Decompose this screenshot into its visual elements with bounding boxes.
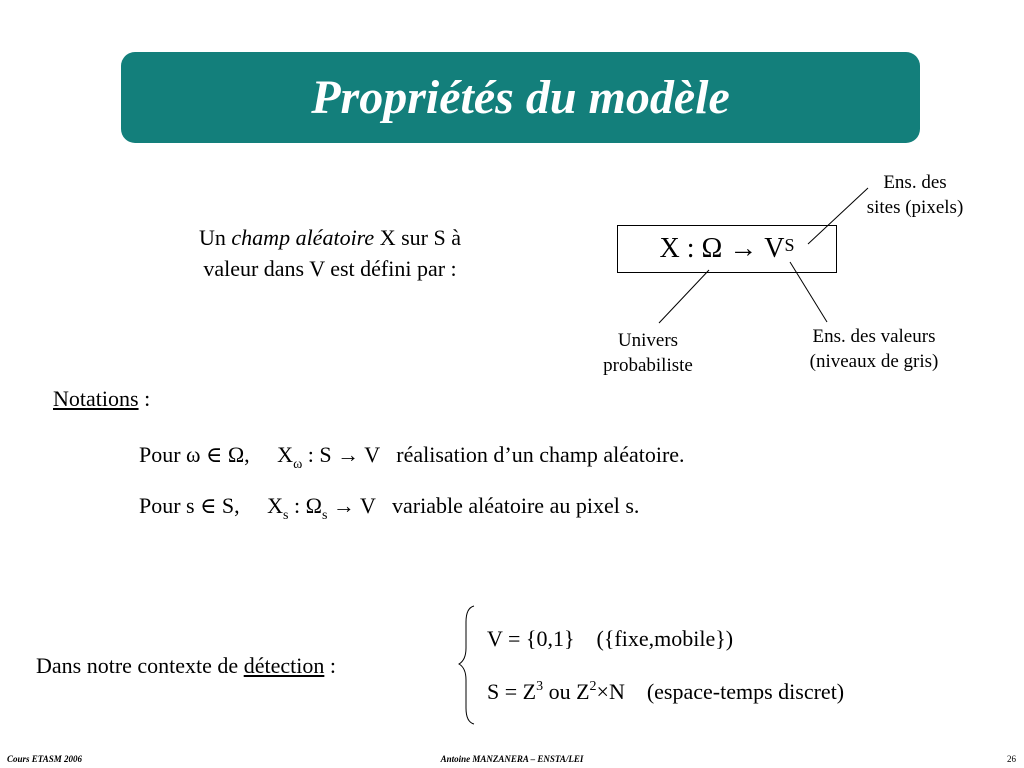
footer-left: Cours ETASM 2006 xyxy=(7,754,83,764)
s-def-c: ×N (espace-temps discret) xyxy=(596,679,845,704)
context-underlined: détection xyxy=(243,653,325,678)
s-def-sup1: 3 xyxy=(536,679,544,694)
formula-main: X : Ω → V xyxy=(659,233,785,264)
notations-colon: : xyxy=(138,386,151,411)
intro-line-2: valeur dans V est défini par : xyxy=(203,256,457,281)
footer-center: Antoine MANZANERA – ENSTA/LEI xyxy=(440,754,584,764)
annotation-valeurs-line1: Ens. des valeurs xyxy=(812,326,936,347)
connector-valeurs xyxy=(790,262,827,322)
annotation-univers-line1: Univers xyxy=(617,330,679,351)
connector-univers xyxy=(659,270,709,323)
notation-line-2 xyxy=(139,493,639,524)
slide-title: Propriétés du modèle xyxy=(311,71,730,124)
annotation-valeurs-line2: (niveaux de gris) xyxy=(809,351,939,372)
s-def-a: S = Z xyxy=(487,679,537,704)
notation-line-1 xyxy=(139,442,685,473)
annotation-sites xyxy=(840,170,990,220)
notation2-mid: : Ω xyxy=(288,493,322,518)
notation1-sub: ω xyxy=(293,457,303,472)
intro-prefix: Un xyxy=(199,225,232,250)
annotation-sites-line2: sites (pixels) xyxy=(866,197,964,218)
context-text xyxy=(36,653,336,679)
notation1-pour: Pour ω ∈ Ω, X xyxy=(139,442,294,467)
formula-superscript: S xyxy=(784,234,795,255)
annotation-valeurs xyxy=(784,324,964,374)
s-def-b: ou Z xyxy=(543,679,590,704)
s-definition xyxy=(487,679,844,705)
notation2-rest: → V variable aléatoire au pixel s. xyxy=(327,493,640,518)
annotation-univers-line2: probabiliste xyxy=(603,355,693,376)
notation1-rest: : S → V réalisation d’un champ aléatoire. xyxy=(302,442,685,467)
notations-label: Notations xyxy=(53,386,139,411)
context-prefix: Dans notre contexte de xyxy=(36,653,244,678)
context-suffix: : xyxy=(324,653,336,678)
s-def-sup2: 2 xyxy=(589,679,597,694)
annotation-sites-line1: Ens. des xyxy=(883,172,947,193)
intro-suffix: X sur S à xyxy=(374,225,461,250)
footer-page-number: 26 xyxy=(1007,754,1016,764)
notations-heading xyxy=(53,386,150,412)
notation2-pour: Pour s ∈ S, X xyxy=(139,493,284,518)
notation2-sub2: s xyxy=(321,508,328,523)
annotation-univers xyxy=(573,328,723,378)
left-brace xyxy=(459,606,474,724)
notation2-sub1: s xyxy=(283,508,289,523)
v-definition: V = {0,1} ({fixe,mobile}) xyxy=(487,626,734,651)
intro-emphasis: champ aléatoire xyxy=(231,225,375,250)
